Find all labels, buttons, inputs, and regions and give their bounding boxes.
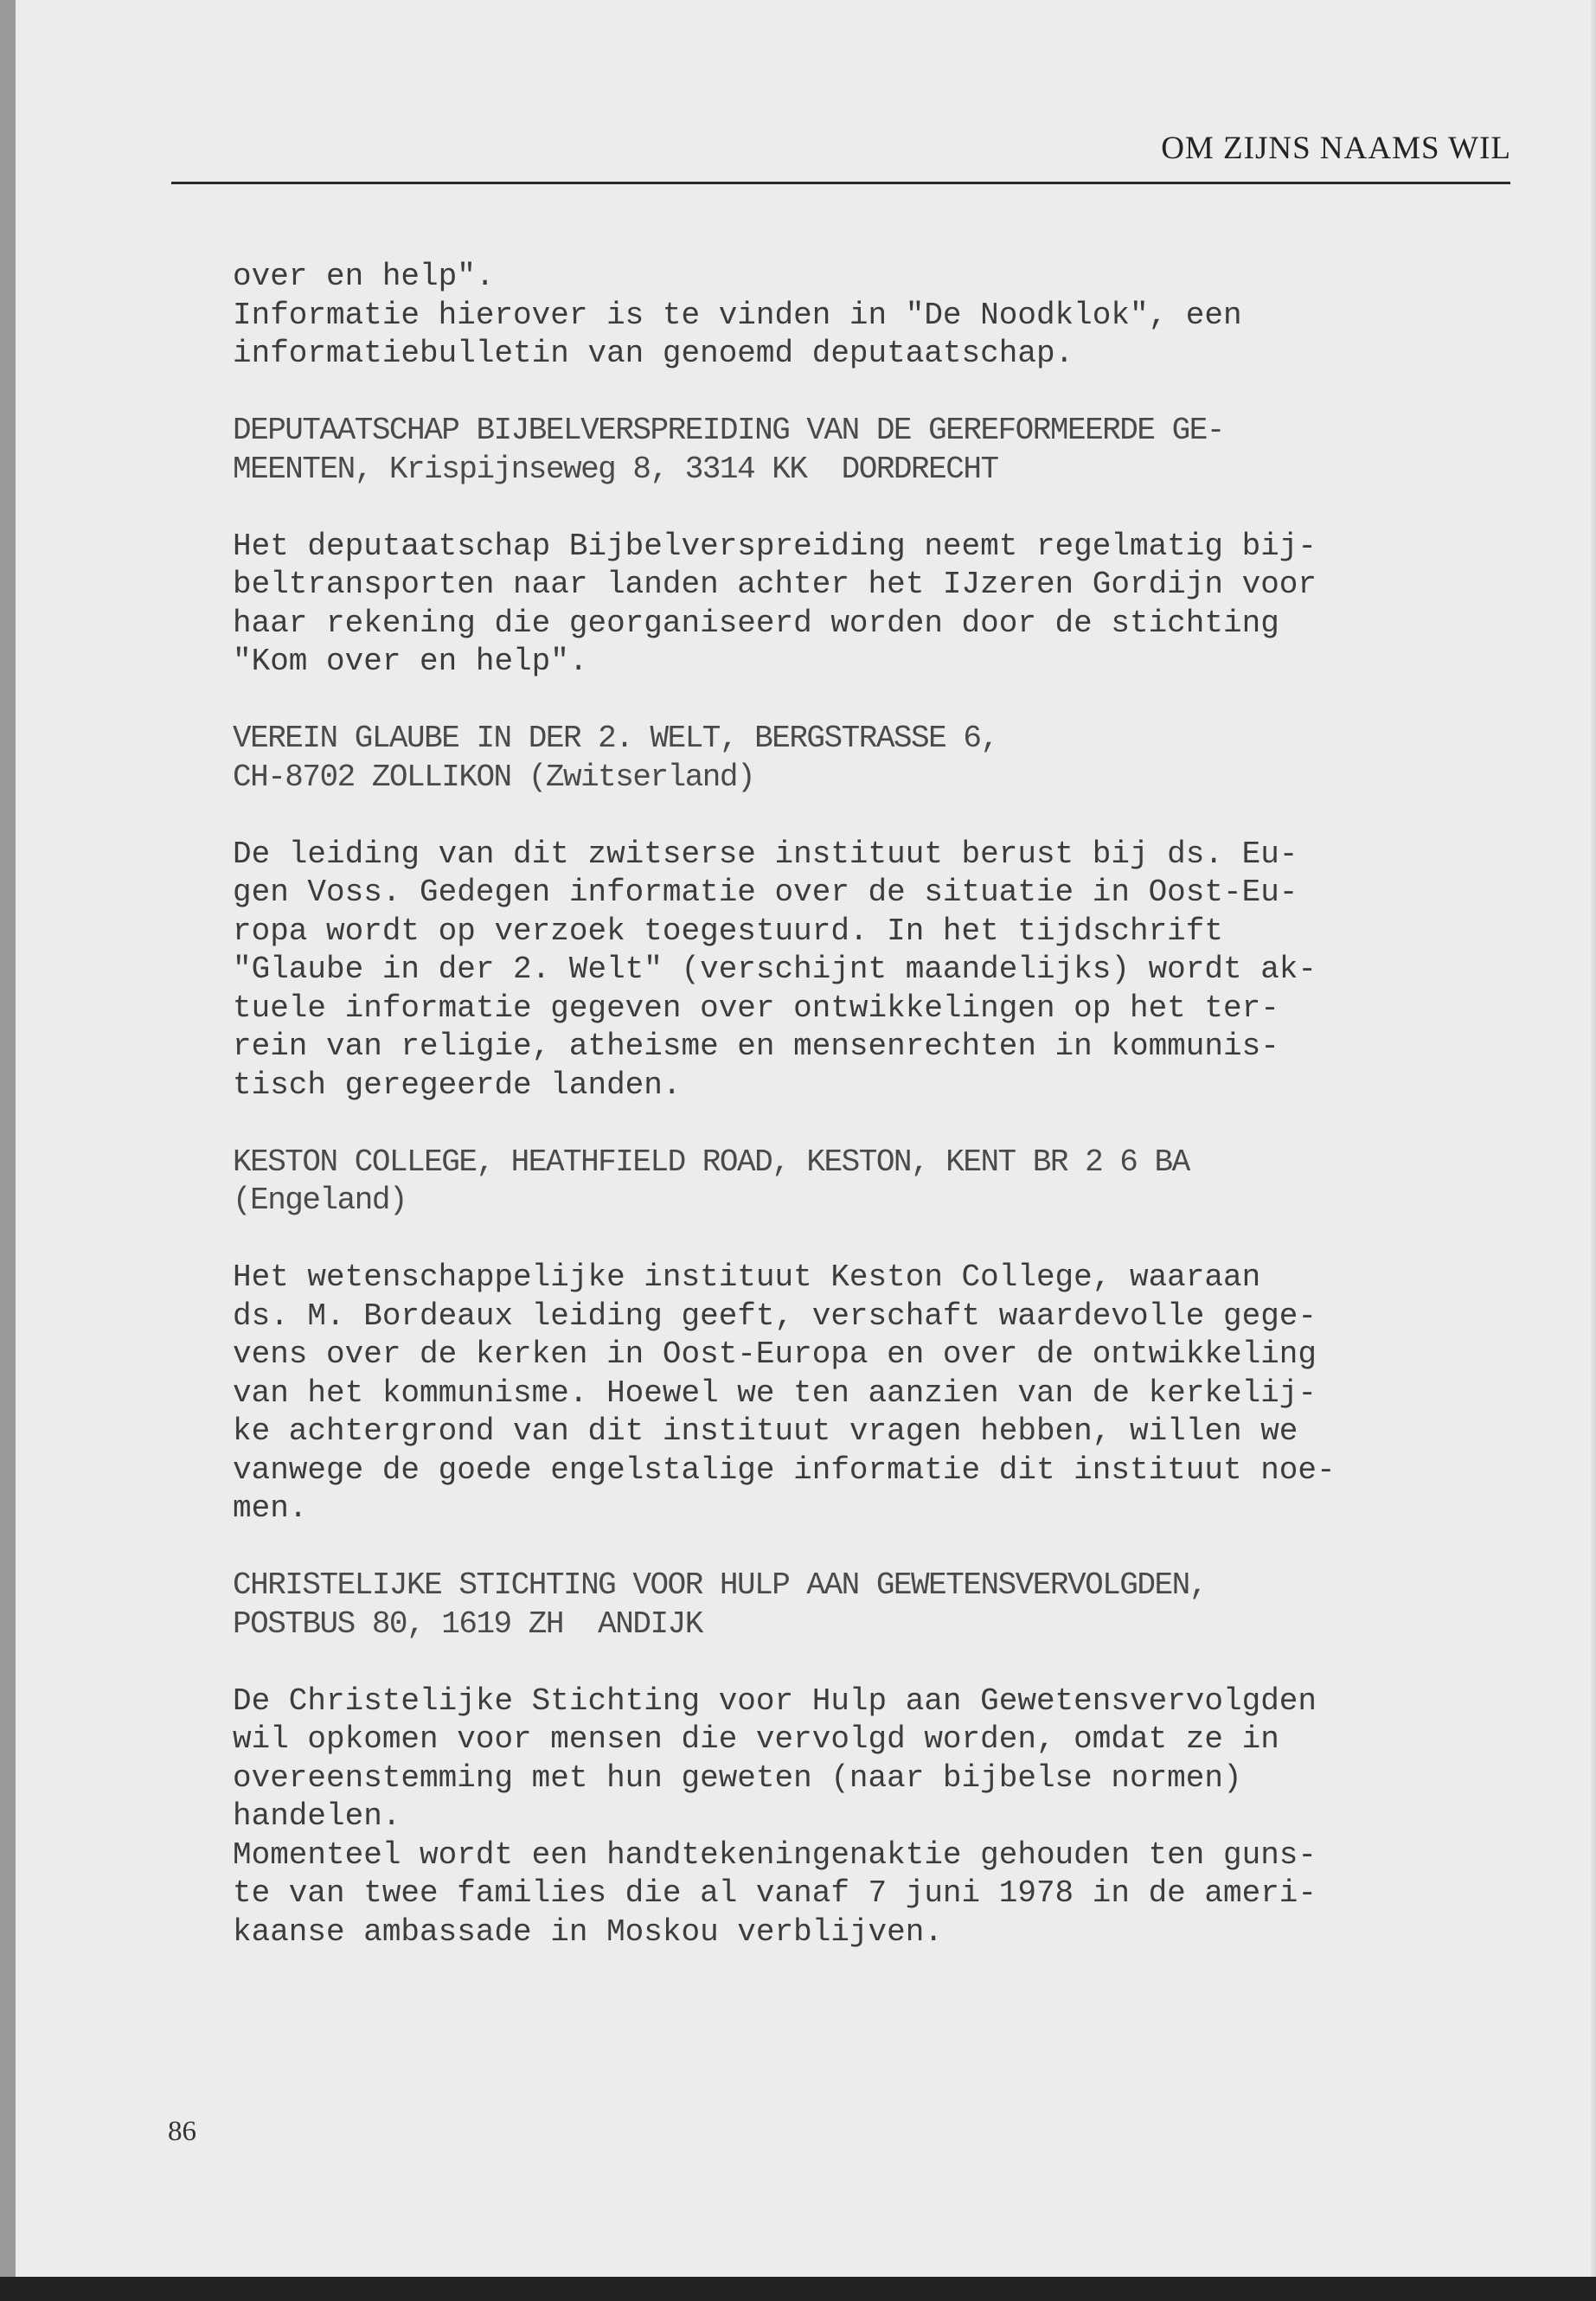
- text-line: informatiebulletin van genoemd deputaatschap.: [233, 336, 1074, 371]
- text-line: Het deputaatschap Bijbelverspreiding neemt regelmatig bij-: [233, 528, 1317, 564]
- text-line: tisch geregeerde landen.: [233, 1067, 682, 1103]
- text-line: tuele informatie gegeven over ontwikkelingen op het ter-: [233, 990, 1279, 1026]
- address-line: MEENTEN, Krispijnseweg 8, 3314 KK DORDRECHT: [233, 451, 998, 487]
- text-line: over en help".: [233, 259, 495, 294]
- text-line: Het wetenschappelijke instituut Keston College, waaraan: [233, 1259, 1261, 1295]
- address-line: KESTON COLLEGE, HEATHFIELD ROAD, KESTON, KENT BR 2 6 BA: [233, 1144, 1189, 1180]
- text-line: "Kom over en help".: [233, 644, 588, 679]
- text-line: vens over de kerken in Oost-Europa en over de ontwikkeling: [233, 1336, 1317, 1372]
- address-line: VEREIN GLAUBE IN DER 2. WELT, BERGSTRASSE 6,: [233, 721, 998, 756]
- text-line: vanwege de goede engelstalige informatie dit instituut noe-: [233, 1452, 1336, 1488]
- text-line: van het kommunisme. Hoewel we ten aanzien van de kerkelij-: [233, 1375, 1317, 1411]
- organization-description: [233, 528, 1444, 682]
- text-line: te van twee families die al vanaf 7 juni 1978 in de ameri-: [233, 1875, 1317, 1911]
- text-line: Momenteel wordt een handtekeningenaktie gehouden ten guns-: [233, 1836, 1317, 1873]
- text-line: "Glaube in der 2. Welt" (verschijnt maandelijks) wordt ak-: [233, 952, 1317, 987]
- organization-address: [233, 1567, 1444, 1644]
- book-page: [16, 0, 1596, 2277]
- text-line: gen Voss. Gedegen informatie over de situatie in Oost-Eu-: [233, 875, 1298, 910]
- organization-description: [233, 1682, 1444, 1952]
- organization-address: [233, 720, 1444, 797]
- text-line: beltransporten naar landen achter het IJzeren Gordijn voor: [233, 567, 1317, 602]
- intro-paragraph: [233, 258, 1444, 374]
- text-line: rein van religie, atheisme en mensenrechten in kommunis-: [233, 1029, 1279, 1064]
- text-line: kaanse ambassade in Moskou verblijven.: [233, 1913, 943, 1950]
- organization-address: [233, 1144, 1444, 1221]
- address-line: POSTBUS 80, 1619 ZH ANDIJK: [233, 1606, 702, 1642]
- running-header-title: OM ZIJNS NAAMS WIL: [1161, 131, 1511, 166]
- text-line: De leiding van dit zwitserse instituut berust bij ds. Eu-: [233, 836, 1298, 872]
- organization-description: [233, 1259, 1444, 1529]
- text-line: overeenstemming met hun geweten (naar bijbelse normen): [233, 1759, 1242, 1796]
- address-line: DEPUTAATSCHAP BIJBELVERSPREIDING VAN DE GEREFORMEERDE GE-: [233, 413, 1224, 448]
- organization-description: [233, 836, 1444, 1106]
- text-line: wil opkomen voor mensen die vervolgd worden, omdat ze in: [233, 1721, 1279, 1757]
- page-number: 86: [168, 2116, 196, 2147]
- organization-address: [233, 412, 1444, 489]
- text-line: men.: [233, 1490, 308, 1526]
- text-line: ropa wordt op verzoek toegestuurd. In het tijdschrift: [233, 913, 1223, 949]
- text-line: De Christelijke Stichting voor Hulp aan Gewetensvervolgden: [233, 1682, 1317, 1719]
- address-line: CH-8702 ZOLLIKON (Zwitserland): [233, 759, 755, 795]
- scan-bottom-edge: [0, 2277, 1596, 2301]
- text-line: Informatie hierover is te vinden in "De Noodklok", een: [233, 297, 1242, 333]
- page-body: [233, 258, 1444, 1990]
- address-line: CHRISTELIJKE STICHTING VOOR HULP AAN GEWETENSVERVOLGDEN,: [233, 1567, 1207, 1603]
- page-edge-shadow: [1591, 0, 1596, 2277]
- text-line: ds. M. Bordeaux leiding geeft, verschaft waardevolle gege-: [233, 1298, 1317, 1334]
- text-line: haar rekening die georganiseerd worden door de stichting: [233, 605, 1279, 641]
- text-line: handelen.: [233, 1798, 401, 1834]
- text-line: ke achtergrond van dit instituut vragen hebben, willen we: [233, 1413, 1298, 1449]
- address-line: (Engeland): [233, 1183, 407, 1218]
- header-rule: [171, 182, 1510, 184]
